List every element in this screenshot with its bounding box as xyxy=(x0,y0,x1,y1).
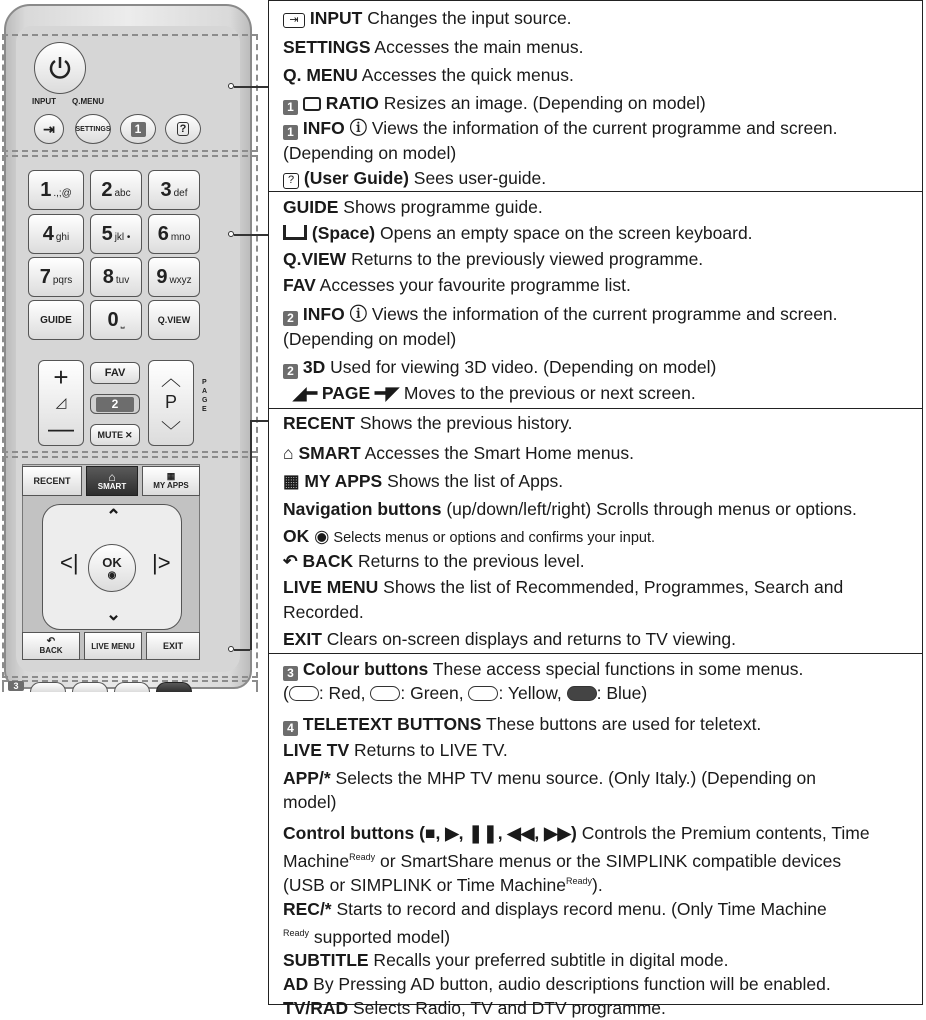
desc-ok xyxy=(283,524,918,550)
settings-button-label: SETTINGS xyxy=(75,125,111,133)
desc-page-term: PAGE xyxy=(321,383,371,403)
blue-key-text: : Blue) xyxy=(596,683,648,703)
program-label: P xyxy=(164,392,177,413)
num-9-button[interactable] xyxy=(148,257,200,297)
power-button[interactable] xyxy=(34,42,86,94)
desc-exit-text: Clears on-screen displays and returns to TV viewing. xyxy=(321,629,736,649)
desc-colour-term: Colour buttons xyxy=(302,659,429,679)
num-3-letters: def xyxy=(173,187,188,199)
desc-app-term: APP/* xyxy=(283,768,331,788)
desc-subtitle xyxy=(283,948,918,972)
red-button[interactable] xyxy=(30,682,66,692)
num-9-letters: wxyz xyxy=(169,274,192,286)
desc-input-text: Changes the input source. xyxy=(362,8,572,28)
num-8-button[interactable] xyxy=(90,257,142,297)
remote-key-3-badge: 3 xyxy=(8,681,24,691)
exit-button-label: EXIT xyxy=(162,641,183,651)
desc-control-cont-2 xyxy=(283,869,918,897)
fav-button[interactable] xyxy=(90,362,140,384)
desc-control-cont-2-a: (USB or SIMPLINK or Time Machine xyxy=(283,874,566,895)
num-6-letters: mno xyxy=(170,231,191,243)
desc-smart-term: SMART xyxy=(298,443,361,463)
guide-button[interactable] xyxy=(28,300,84,340)
mute-button-label: MUTE xyxy=(97,430,123,440)
page-left-arrow-icon: ◢━ xyxy=(293,383,317,403)
green-key-text: : Green, xyxy=(400,683,469,703)
qview-button-label: Q.VIEW xyxy=(157,315,191,325)
exit-button[interactable] xyxy=(146,632,200,660)
num-2-digit: 2 xyxy=(101,178,113,201)
desc-qmenu-term: Q. MENU xyxy=(283,65,358,85)
desc-back xyxy=(283,549,918,573)
desc-live-menu xyxy=(283,575,918,599)
num-1-button[interactable] xyxy=(28,170,84,210)
section-1 xyxy=(269,1,922,189)
input-button[interactable] xyxy=(34,114,64,144)
connector-line-3a xyxy=(234,649,250,651)
desc-live-menu-term: LIVE MENU xyxy=(283,577,379,597)
section-3 xyxy=(269,408,922,652)
desc-colour-keys: ( : Red, : Green, : Yellow, : Blue) xyxy=(283,683,648,703)
desc-settings-text: Accesses the main menus. xyxy=(370,37,584,57)
key-3-badge: 3 xyxy=(283,666,298,681)
desc-live-tv xyxy=(283,738,918,762)
program-down-icon: ﹀ xyxy=(161,421,181,444)
desc-recent xyxy=(283,411,918,435)
desc-teletext xyxy=(283,712,918,736)
desc-user-guide-text: Sees user-guide. xyxy=(408,168,547,188)
desc-space xyxy=(283,221,918,245)
settings-button[interactable] xyxy=(75,114,111,144)
desc-info-2-term: INFO xyxy=(302,304,345,324)
volume-rocker[interactable] xyxy=(38,360,84,446)
home-icon: ⌂ xyxy=(283,443,294,463)
ok-dot-icon: ◉ xyxy=(314,526,330,546)
desc-ratio-text: Resizes an image. (Depending on model) xyxy=(378,93,706,113)
key-4-badge: 4 xyxy=(283,721,298,736)
desc-input-term: INPUT xyxy=(309,8,363,28)
my-apps-button-label: MY APPS xyxy=(153,481,189,490)
desc-my-apps-term: MY APPS xyxy=(304,471,383,491)
desc-ratio xyxy=(283,91,918,115)
key-2-badge: 2 xyxy=(96,397,134,412)
desc-ad xyxy=(283,972,918,996)
ok-dot-icon: ◉ xyxy=(107,570,117,581)
desc-info-2 xyxy=(283,302,918,326)
desc-ad-term: AD xyxy=(283,974,309,994)
red-key-text: : Red, xyxy=(318,683,371,703)
apps-grid-icon: ▦ xyxy=(283,471,300,491)
desc-user-guide-term: (User Guide) xyxy=(303,168,409,188)
ratio-icon xyxy=(303,97,321,111)
power-icon xyxy=(47,55,73,81)
fav-button-label: FAV xyxy=(104,367,126,379)
mute-button[interactable] xyxy=(90,424,140,446)
desc-back-text: Returns to the previous level. xyxy=(353,551,585,571)
apps-grid-icon: ▦ xyxy=(166,471,176,481)
connector-line-3b xyxy=(250,420,252,650)
desc-guide-text: Shows programme guide. xyxy=(338,197,543,217)
desc-exit xyxy=(283,627,918,651)
desc-ok-term: OK xyxy=(283,526,310,546)
desc-live-tv-text: Returns to LIVE TV. xyxy=(349,740,508,760)
space-icon xyxy=(283,225,307,240)
guide-button-label: GUIDE xyxy=(40,314,72,326)
desc-control xyxy=(283,821,918,845)
desc-live-menu-text: Shows the list of Recommended, Programmes, Search and xyxy=(378,577,844,597)
live-menu-button[interactable] xyxy=(84,632,142,660)
desc-info-2-text: Views the information of the current programme and screen. xyxy=(367,304,838,324)
mute-icon: ✕ xyxy=(124,429,133,440)
desc-guide-term: GUIDE xyxy=(283,197,339,217)
my-apps-button[interactable] xyxy=(142,466,200,496)
desc-ok-text: Selects menus or options and confirms your input. xyxy=(329,530,656,546)
desc-page-text: Moves to the previous or next screen. xyxy=(399,383,696,403)
connector-line-2 xyxy=(234,234,268,236)
space-icon: ⎵ xyxy=(120,317,125,329)
desc-qmenu-text: Accesses the quick menus. xyxy=(357,65,574,85)
volume-icon: ◿ xyxy=(55,394,67,411)
desc-info-1-cont-text: (Depending on model) xyxy=(283,143,457,163)
desc-qview xyxy=(283,247,918,271)
desc-control-cont-2-b: ). xyxy=(592,874,603,895)
desc-fav-text: Accesses your favourite programme list. xyxy=(315,275,631,295)
back-button-label: BACK xyxy=(39,645,63,655)
desc-input xyxy=(283,6,918,30)
green-button[interactable] xyxy=(72,682,108,692)
nav-left-button[interactable]: <| xyxy=(60,550,79,575)
page-right-arrow-icon: ━◤ xyxy=(375,383,400,403)
desc-colour-text: These access special functions in some menus. xyxy=(428,659,804,679)
desc-teletext-term: TELETEXT BUTTONS xyxy=(302,714,482,734)
desc-my-apps xyxy=(283,469,918,493)
key-1-badge: 1 xyxy=(283,100,298,115)
num-4-button[interactable] xyxy=(28,214,84,254)
section-4 xyxy=(269,653,922,1018)
desc-user-guide xyxy=(283,166,918,190)
desc-fav xyxy=(283,273,918,297)
qmenu-label: Q.MENU xyxy=(72,97,104,106)
program-up-icon: ︿ xyxy=(161,367,181,390)
desc-ratio-term: RATIO xyxy=(325,93,379,113)
num-3-digit: 3 xyxy=(160,178,172,201)
num-3-button[interactable] xyxy=(148,170,200,210)
desc-app-cont xyxy=(283,790,918,814)
desc-guide xyxy=(283,195,918,219)
description-panel xyxy=(268,0,923,1018)
input-icon: ⇥ xyxy=(43,120,55,137)
desc-colour xyxy=(283,657,918,681)
desc-smart-text: Accesses the Smart Home menus. xyxy=(360,443,634,463)
num-2-letters: abc xyxy=(114,187,131,199)
ready-superscript: Ready xyxy=(283,928,310,938)
desc-info-2-cont-text: (Depending on model) xyxy=(283,329,457,349)
desc-smart xyxy=(283,441,918,465)
back-icon: ↶ xyxy=(283,551,298,571)
user-guide-icon: ? xyxy=(177,122,190,136)
input-label: INPUT xyxy=(32,97,56,106)
num-8-letters: tuv xyxy=(115,274,130,286)
back-icon: ↶ xyxy=(46,635,56,647)
num-7-digit: 7 xyxy=(39,265,51,288)
desc-rec-text: Starts to record and displays record menu. (Only Time Machine xyxy=(331,899,827,919)
connector-line-1 xyxy=(234,86,268,88)
desc-subtitle-text: Recalls your preferred subtitle in digital mode. xyxy=(368,950,729,970)
ready-superscript: Ready xyxy=(349,852,376,862)
desc-app xyxy=(283,766,918,790)
desc-rec xyxy=(283,897,918,921)
desc-exit-term: EXIT xyxy=(283,629,322,649)
desc-live-menu-cont-text: Recorded. xyxy=(283,602,364,622)
key-2-badge: 2 xyxy=(283,364,298,379)
desc-recent-term: RECENT xyxy=(283,413,355,433)
ok-button[interactable] xyxy=(88,544,136,592)
desc-qmenu xyxy=(283,63,918,87)
num-9-digit: 9 xyxy=(156,265,168,288)
desc-info-1-term: INFO xyxy=(302,118,345,138)
green-key-icon xyxy=(370,686,400,701)
program-rocker[interactable] xyxy=(148,360,194,446)
nav-down-button[interactable]: ⌄ xyxy=(106,604,122,624)
info-icon: ⓘ xyxy=(349,118,368,138)
desc-fav-term: FAV xyxy=(283,275,316,295)
desc-3d xyxy=(283,355,918,379)
num-2-button[interactable] xyxy=(90,170,142,210)
red-key-icon xyxy=(289,686,319,701)
desc-control-cont-1-a: Machine xyxy=(283,850,350,871)
desc-ad-text: By Pressing AD button, audio descriptions function will be enabled. xyxy=(308,974,831,994)
key-1-button[interactable] xyxy=(120,114,156,144)
yellow-key-icon xyxy=(468,686,498,701)
num-6-digit: 6 xyxy=(157,222,169,245)
num-7-button[interactable] xyxy=(28,257,84,297)
desc-settings xyxy=(283,35,918,59)
connector-line-3c xyxy=(250,420,268,422)
ok-button-label: OK xyxy=(102,555,122,570)
desc-navigation xyxy=(283,497,918,521)
key-2-button[interactable] xyxy=(90,394,140,414)
page-vertical-label: PAGE xyxy=(202,379,208,413)
back-button[interactable] xyxy=(22,632,80,660)
desc-control-text: Controls the Premium contents, Time xyxy=(576,823,870,843)
control-symbols: (■, ▶, ❚❚, ◀◀, ▶▶) xyxy=(414,823,577,843)
blue-button[interactable] xyxy=(156,682,192,692)
num-5-letters: jkl • xyxy=(114,231,131,243)
num-1-digit: 1 xyxy=(40,178,52,201)
desc-info-1 xyxy=(283,116,918,140)
desc-3d-term: 3D xyxy=(302,357,326,377)
num-5-button[interactable] xyxy=(90,214,142,254)
desc-space-term: (Space) xyxy=(311,223,376,243)
desc-rec-term: REC/* xyxy=(283,899,332,919)
volume-up-icon: + xyxy=(53,361,69,392)
num-0-digit: 0 xyxy=(107,308,119,331)
desc-navigation-text: (up/down/left/right) Scrolls through menus or options. xyxy=(441,499,857,519)
info-icon: ⓘ xyxy=(349,304,368,324)
desc-back-term: BACK xyxy=(302,551,354,571)
desc-teletext-text: These buttons are used for teletext. xyxy=(481,714,762,734)
desc-navigation-term: Navigation buttons xyxy=(283,499,442,519)
desc-settings-term: SETTINGS xyxy=(283,37,371,57)
desc-info-1-text: Views the information of the current programme and screen. xyxy=(367,118,838,138)
key-2-badge: 2 xyxy=(283,311,298,326)
volume-down-icon: — xyxy=(48,413,74,444)
yellow-button[interactable] xyxy=(114,682,150,692)
desc-info-2-cont xyxy=(283,327,918,351)
desc-control-cont-1-b: or SmartShare menus or the SIMPLINK compatible devices xyxy=(375,850,842,871)
ready-superscript: Ready xyxy=(566,876,593,886)
input-icon: ⇥ xyxy=(283,13,305,28)
desc-app-cont-text: model) xyxy=(283,792,337,812)
smart-button[interactable] xyxy=(86,466,138,496)
key-1-badge: 1 xyxy=(131,122,146,137)
desc-qview-text: Returns to the previously viewed programme. xyxy=(346,249,704,269)
desc-page xyxy=(293,381,918,405)
desc-rec-cont-text: supported model) xyxy=(309,926,451,947)
desc-control-term: Control buttons xyxy=(283,823,415,843)
live-menu-button-label: LIVE MENU xyxy=(91,641,135,651)
num-8-digit: 8 xyxy=(102,265,114,288)
desc-info-1-cont xyxy=(283,141,918,165)
desc-subtitle-term: SUBTITLE xyxy=(283,950,369,970)
desc-live-menu-cont xyxy=(283,600,918,624)
desc-app-text: Selects the MHP TV menu source. (Only Italy.) (Depending on xyxy=(330,768,817,788)
num-4-digit: 4 xyxy=(42,222,54,245)
section-2 xyxy=(269,191,922,407)
desc-qview-term: Q.VIEW xyxy=(283,249,347,269)
nav-up-button[interactable]: ⌃ xyxy=(106,506,122,526)
qview-button[interactable] xyxy=(148,300,200,340)
num-6-button[interactable] xyxy=(148,214,200,254)
recent-button-label: RECENT xyxy=(33,476,71,486)
num-4-letters: ghi xyxy=(55,231,70,243)
num-1-letters: .,;@ xyxy=(53,187,72,199)
blue-key-icon xyxy=(567,686,597,701)
desc-space-text: Opens an empty space on the screen keyboard. xyxy=(375,223,753,243)
smart-button-label: SMART xyxy=(97,481,127,491)
desc-tvrad-text: Selects Radio, TV and DTV programme. xyxy=(348,998,666,1018)
num-5-digit: 5 xyxy=(101,222,113,245)
desc-my-apps-text: Shows the list of Apps. xyxy=(382,471,564,491)
desc-tvrad xyxy=(283,996,918,1020)
num-0-button[interactable] xyxy=(90,300,142,340)
recent-button[interactable] xyxy=(22,466,82,496)
yellow-key-text: : Yellow, xyxy=(498,683,567,703)
key-1-badge: 1 xyxy=(283,125,298,140)
desc-3d-text: Used for viewing 3D video. (Depending on model) xyxy=(325,357,717,377)
num-7-letters: pqrs xyxy=(52,274,73,286)
desc-tvrad-term: TV/RAD xyxy=(283,998,349,1018)
user-guide-icon: ? xyxy=(283,173,299,189)
desc-recent-text: Shows the previous history. xyxy=(354,413,573,433)
desc-rec-cont xyxy=(283,921,918,949)
user-guide-button[interactable] xyxy=(165,114,201,144)
desc-live-tv-term: LIVE TV xyxy=(283,740,350,760)
nav-right-button[interactable]: |> xyxy=(152,550,171,575)
home-icon: ⌂ xyxy=(108,469,116,484)
